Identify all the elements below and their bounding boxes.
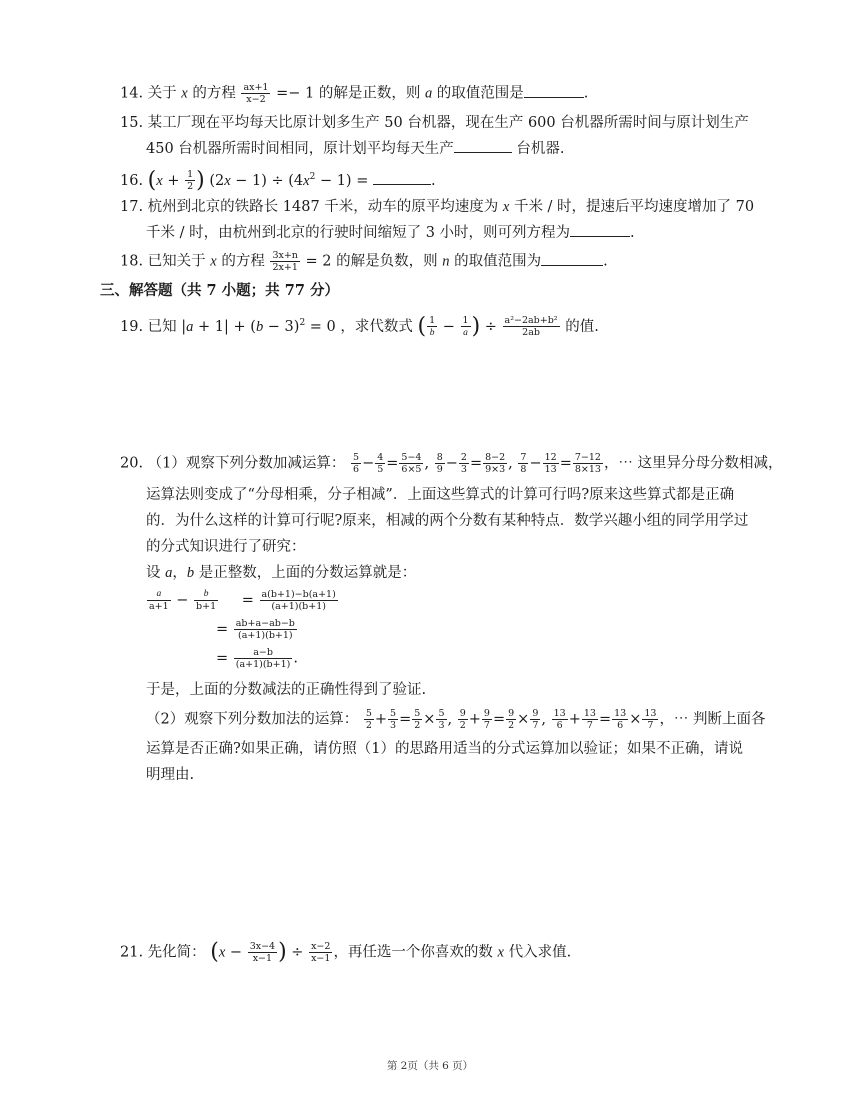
question-21: 21. 先化简： (x − $\frac{3x-4}{x-1}$ ) ÷ $\frac{x-2}{x-1}$ ，再任选一个你喜欢的数 x 代入求值. (120, 939, 572, 965)
question-18: 18. 已知关于 x 的方程 $\frac{3x+n}{2x+1}$ = 2 的解是负数，则 n 的取值范围为 . (120, 250, 608, 273)
question-19: 19. 已知 $|a + 1| + (b - 3)^2 = 0$ ，求代数式 ( $\frac{1}{b}$ − $\frac{1}{a}$) ÷ $\frac{\text{a²−2ab+b²}}{2ab}$ 的值. (120, 313, 599, 339)
question-20-line9: 于是，上面的分数减法的正确性得到了验证. (146, 682, 427, 698)
question-number: 21. (120, 944, 144, 961)
question-20-line5: 设 a，b 是正整数，上面的分数运算就是： (146, 565, 417, 581)
page-footer: 第 2页（共 6 页） (386, 1060, 474, 1072)
question-17-line2: 千米 / 时，由杭州到北京的行驶时间缩短了 3 小时，则可列方程为 . (146, 222, 635, 244)
question-number: 18. (120, 253, 144, 270)
question-20-line12: 明理由. (146, 767, 195, 783)
question-14: 14. 关于 x 的方程 $\frac{ax+1}{x-2}$ =− 1 的解是正数，则 a 的取值范围是 . (120, 82, 589, 105)
fraction: $\frac{ax+1}{x-2}$ (243, 82, 269, 105)
answer-blank (524, 83, 584, 98)
question-number: 15. (120, 115, 144, 131)
question-number: 14. (120, 85, 144, 102)
fraction: $\frac{3x+n}{2x+1}$ (272, 250, 298, 273)
derivation-line3: = $\frac{a-b}{(a+1)(b+1)}$ . (216, 647, 298, 670)
question-number: 20. (120, 455, 144, 472)
question-17-line1: 17. 杭州到北京的铁路长 1487 千米，动车的原平均速度为 x 千米 / 时，提速后平均速度增加了 70 (120, 199, 755, 215)
section-heading: 三、解答题（共 7 小题；共 77 分） (100, 282, 339, 299)
answer-blank (373, 170, 431, 185)
question-20-line11: 运算是否正确?如果正确，请仿照（1）的思路用适当的分式运算加以验证；如果不正确，请说 (146, 741, 743, 757)
answer-blank (454, 138, 512, 153)
question-20-line3: 的．为什么这样的计算可行呢?原来，相减的两个分数有某种特点．数学兴趣小组的同学用学过 (146, 513, 749, 529)
question-20-line4: 的分式知识进行了研究： (146, 539, 306, 555)
question-20-line1: 20. （1）观察下列分数加减运算： $\frac{5}{6}$ − $\frac{4}{5}$ = $\frac{5-4}{6\times 5}$ , $\frac{8}{9}$ − $\frac{2}{3}$ = $\frac{8-2}{9\times 3}$ , $\frac{7}{8}$ − $\frac{12}{13}$ = $\frac{7-12}{8\times 13}$ ，⋯ 这里异分母分数相减， (120, 452, 783, 475)
question-16: 16. (x + $\frac{1}{2}$ ) $(2x - 1) \div (4x^2 - 1)$ = . (120, 167, 436, 193)
question-15-line1: 15. 某工厂现在平均每天比原计划多生产 50 台机器，现在生产 600 台机器所需时间与原计划生产 (120, 115, 749, 131)
derivation-line2: = $\frac{ab+a-ab-b}{(a+1)(b+1)}$ (216, 618, 295, 641)
question-15-line2: 450 台机器所需时间相同，原计划平均每天生产 台机器. (146, 138, 565, 160)
answer-blank (541, 251, 603, 266)
derivation-line1: $\frac{a}{a+1}$ − $\frac{b}{b+1}$ = $\frac{a(b+1)-b(a+1)}{(a+1)(b+1)}$ (149, 589, 336, 612)
question-number: 19. (120, 318, 144, 335)
question-20-line2: 运算法则变成了“分母相乘，分子相减”．上面这些算式的计算可行吗?原来这些算式都是正确 (146, 487, 735, 503)
question-20-part2-line1: （2）观察下列分数加法的运算： $\frac{5}{2}$ + $\frac{5}{3}$ = $\frac{5}{2}$ × $\frac{5}{3}$ , $\frac{9}{2}$ + $\frac{9}{7}$ = $\frac{9}{2}$ × $\frac{9}{7}$ , $\frac{13}{6}$ + $\frac{13}{7}$ = $\frac{13}{6}$ × $\frac{13}{7}$ ，⋯ 判断上面各 (146, 708, 766, 731)
question-number: 16. (120, 172, 144, 189)
question-number: 17. (120, 199, 144, 215)
answer-blank (570, 222, 630, 237)
